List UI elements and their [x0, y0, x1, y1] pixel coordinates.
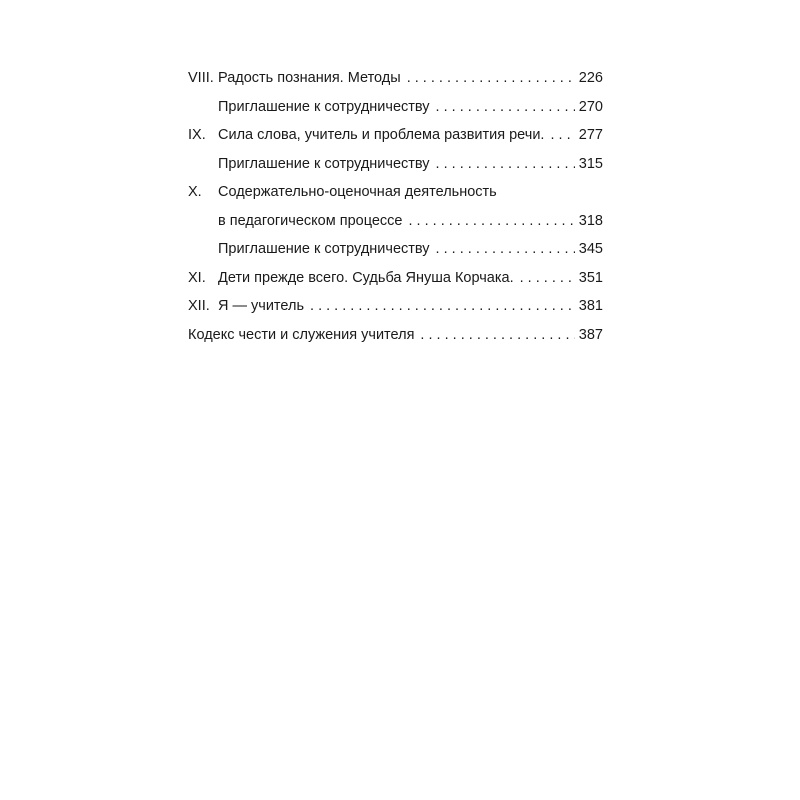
page-number: 318: [578, 212, 603, 229]
page-number: 226: [578, 70, 603, 86]
page-number: 270: [578, 98, 603, 115]
chapter-title: Радость познания. Методы: [218, 70, 401, 86]
chapter-number: XI.: [188, 269, 206, 286]
page-number: 381: [578, 298, 603, 314]
chapter-number: IX.: [188, 127, 206, 143]
toc-entry-x[interactable]: [188, 178, 603, 207]
toc-entry-xii[interactable]: [188, 292, 603, 321]
dot-leader: [436, 93, 575, 122]
table-of-contents: [188, 64, 603, 349]
chapter-title: Содержательно-оценочная деятельность: [218, 184, 497, 200]
chapter-title-continuation: в педагогическом процессе: [218, 212, 403, 229]
chapter-number: X.: [188, 184, 202, 200]
chapter-number: XII.: [188, 298, 210, 314]
section-title: Приглашение к сотрудничеству: [218, 98, 430, 115]
chapter-number: VIII.: [188, 70, 214, 86]
toc-entry-xi[interactable]: [188, 264, 603, 293]
dot-leader: [436, 150, 575, 179]
section-title: Приглашение к сотрудничеству: [218, 155, 430, 172]
toc-entry-ix[interactable]: [188, 121, 603, 150]
dot-leader: [310, 292, 575, 321]
chapter-title: Сила слова, учитель и проблема развития речи.: [218, 127, 545, 143]
page-number: 387: [578, 326, 603, 343]
toc-entry-ix-invitation[interactable]: [188, 150, 603, 179]
toc-entry-code-of-honor[interactable]: [188, 321, 603, 350]
dot-leader: [420, 321, 574, 350]
dot-leader: [436, 235, 575, 264]
toc-entry-viii-invitation[interactable]: [188, 93, 603, 122]
section-title: Приглашение к сотрудничеству: [218, 241, 430, 257]
page-number: 315: [578, 155, 603, 172]
chapter-title: Кодекс чести и служения учителя: [188, 326, 415, 343]
dot-leader: [520, 264, 575, 293]
dot-leader: [408, 207, 574, 236]
page-number: 345: [578, 241, 603, 257]
dot-leader: [407, 64, 575, 93]
dot-leader: [550, 121, 574, 150]
toc-entry-x-continued[interactable]: [188, 207, 603, 236]
toc-entry-x-invitation[interactable]: [188, 235, 603, 264]
chapter-title: Я — учитель: [218, 298, 305, 314]
page-number: 277: [578, 127, 603, 143]
chapter-title: Дети прежде всего. Судьба Януша Корчака.: [218, 269, 514, 286]
page-number: 351: [578, 269, 603, 286]
toc-entry-viii[interactable]: [188, 64, 603, 93]
